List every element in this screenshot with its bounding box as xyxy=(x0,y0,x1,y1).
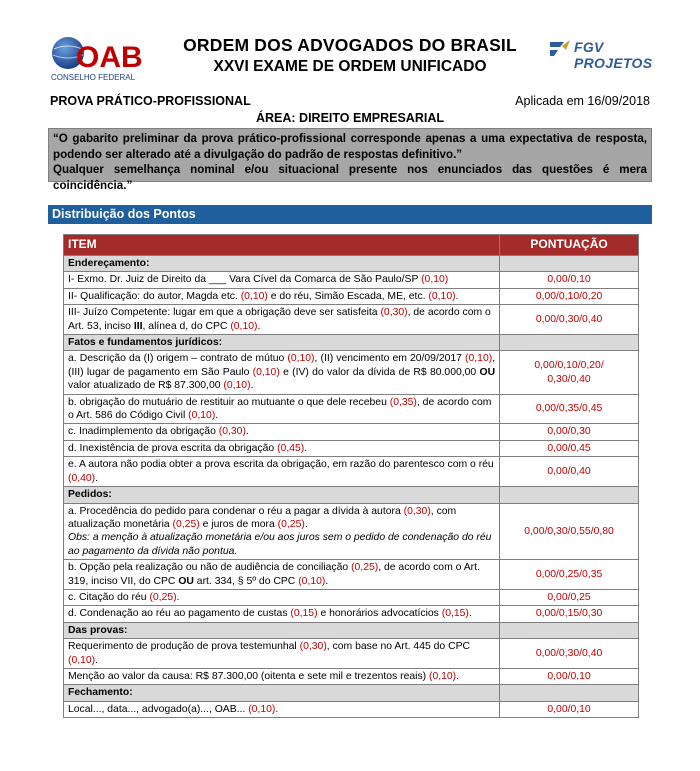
item-score: 0,00/0,25/0,35 xyxy=(500,560,639,590)
fgv-logo xyxy=(548,36,678,71)
item-text: b. Opção pela realização ou não de audiência de conciliação (0,25), de acordo com o Art. 319, inciso VII, do CPC OU art. 334, § 5º do CPC (0,10). xyxy=(64,560,500,590)
category-row xyxy=(64,335,639,351)
exam-area: ÁREA: DIREITO EMPRESARIAL xyxy=(256,111,444,125)
applied-date: Aplicada em 16/09/2018 xyxy=(515,94,650,108)
item-score: 0,00/0,10 xyxy=(500,272,639,288)
category-row xyxy=(64,622,639,638)
item-score: 0,00/0,30/0,55/0,80 xyxy=(500,503,639,560)
table-row xyxy=(64,305,639,335)
item-note: Obs: a menção à atualização monetária e/ou aos juros sem o pedido de condenação do réu ao pagamento da dívida não pontua. xyxy=(68,532,492,557)
table-header-row xyxy=(64,235,639,256)
column-header-item: ITEM xyxy=(64,235,500,256)
table-row xyxy=(64,503,639,560)
item-text: Menção ao valor da causa: R$ 87.300,00 (oitenta e sete mil e trezentos reais) (0,10). xyxy=(64,668,500,684)
category-label: Fechamento: xyxy=(64,685,500,701)
item-score: 0,00/0,40 xyxy=(500,457,639,487)
item-text: e. A autora não podia obter a prova escrita da obrigação, em razão do parentesco com o réu (0,40). xyxy=(64,457,500,487)
table-row xyxy=(64,288,639,304)
exam-name: XXVI EXAME DE ORDEM UNIFICADO xyxy=(213,58,487,75)
item-score: 0,00/0,30/0,40 xyxy=(500,639,639,669)
item-score: 0,00/0,25 xyxy=(500,589,639,605)
disclaimer-notice xyxy=(48,128,652,192)
item-score: 0,00/0,15/0,30 xyxy=(500,606,639,622)
item-score: 0,00/0,30/0,40 xyxy=(500,305,639,335)
category-label: Fatos e fundamentos jurídicos: xyxy=(64,335,500,351)
item-text: a. Procedência do pedido para condenar o réu a pagar a dívida à autora (0,30), com atualização monetária (0,25) e juros de mora (0,25). Obs: a menção à atualização monetária e/ou aos juros sem o pedido de condenação do réu ao pagamento da dívida não pontua. xyxy=(64,503,500,560)
table-row xyxy=(64,272,639,288)
fgv-logo-text: FGV PROJETOS xyxy=(574,39,653,71)
table-row xyxy=(64,668,639,684)
page-header xyxy=(0,0,700,90)
item-score: 0,00/0,10 xyxy=(500,668,639,684)
item-text: Local..., data..., advogado(a)..., OAB... (0,10). xyxy=(64,701,500,717)
category-label: Pedidos: xyxy=(64,487,500,503)
item-text: c. Citação do réu (0,25). xyxy=(64,589,500,605)
item-text: a. Descrição da (I) origem – contrato de mútuo (0,10), (II) vencimento em 20/09/2017 (0,10), (III) lugar de pagamento em São Paulo (0,10) e (IV) do valor da dívida de R$ 80.000,00 OU valor atualizado de R$ 87.300,00 (0,10). xyxy=(64,351,500,394)
item-score: 0,00/0,10/0,20/ 0,30/0,40 xyxy=(500,351,639,394)
table-row xyxy=(64,589,639,605)
item-text: c. Inadimplemento da obrigação (0,30). xyxy=(64,424,500,440)
category-label: Das provas: xyxy=(64,622,500,638)
category-row xyxy=(64,256,639,272)
table-row xyxy=(64,606,639,622)
exam-type: PROVA PRÁTICO-PROFISSIONAL xyxy=(50,94,251,108)
item-score: 0,00/0,10/0,20 xyxy=(500,288,639,304)
oab-logo-caption: CONSELHO FEDERAL xyxy=(51,73,136,82)
item-score: 0,00/0,45 xyxy=(500,440,639,456)
item-text: III- Juízo Competente: lugar em que a obrigação deve ser satisfeita (0,30), de acordo com o Art. 53, inciso III, alínea d, do CPC (0,10). xyxy=(64,305,500,335)
category-label: Endereçamento: xyxy=(64,256,500,272)
fgv-mark-icon xyxy=(548,38,572,60)
category-row xyxy=(64,487,639,503)
points-table xyxy=(63,234,639,718)
table-row xyxy=(64,424,639,440)
table-row xyxy=(64,560,639,590)
item-score: 0,00/0,30 xyxy=(500,424,639,440)
column-header-score: PONTUAÇÃO xyxy=(500,235,639,256)
table-row xyxy=(64,351,639,394)
table-row xyxy=(64,701,639,717)
section-title: Distribuição dos Pontos xyxy=(48,205,652,224)
table-row xyxy=(64,639,639,669)
item-text: I- Exmo. Dr. Juiz de Direito da ___ Vara Cível da Comarca de São Paulo/SP (0,10) xyxy=(64,272,500,288)
table-row xyxy=(64,457,639,487)
table-row xyxy=(64,394,639,424)
notice-line-1: “O gabarito preliminar da prova prático-profissional corresponde apenas a uma expectativa de resposta, podendo ser alterado até a divulgação do padrão de respostas definitivo.” xyxy=(53,132,647,161)
item-text: d. Condenação ao réu ao pagamento de custas (0,15) e honorários advocatícios (0,15). xyxy=(64,606,500,622)
item-score: 0,00/0,35/0,45 xyxy=(500,394,639,424)
item-score: 0,00/0,10 xyxy=(500,701,639,717)
item-text: b. obrigação do mutuário de restituir ao mutuante o que dele recebeu (0,35), de acordo com o Art. 586 do Código Civil (0,10). xyxy=(64,394,500,424)
item-text: II- Qualificação: do autor, Magda etc. (0,10) e do réu, Simão Escada, ME, etc. (0,10). xyxy=(64,288,500,304)
item-text: d. Inexistência de prova escrita da obrigação (0,45). xyxy=(64,440,500,456)
item-text: Requerimento de produção de prova testemunhal (0,30), com base no Art. 445 do CPC (0,10). xyxy=(64,639,500,669)
oab-logo-text: OAB xyxy=(76,41,143,74)
category-row xyxy=(64,685,639,701)
organization-name: ORDEM DOS ADVOGADOS DO BRASIL xyxy=(183,35,517,55)
notice-line-2: Qualquer semelhança nominal e/ou situacional presente nos enunciados das questões é mera coincidência.” xyxy=(53,163,647,192)
table-row xyxy=(64,440,639,456)
